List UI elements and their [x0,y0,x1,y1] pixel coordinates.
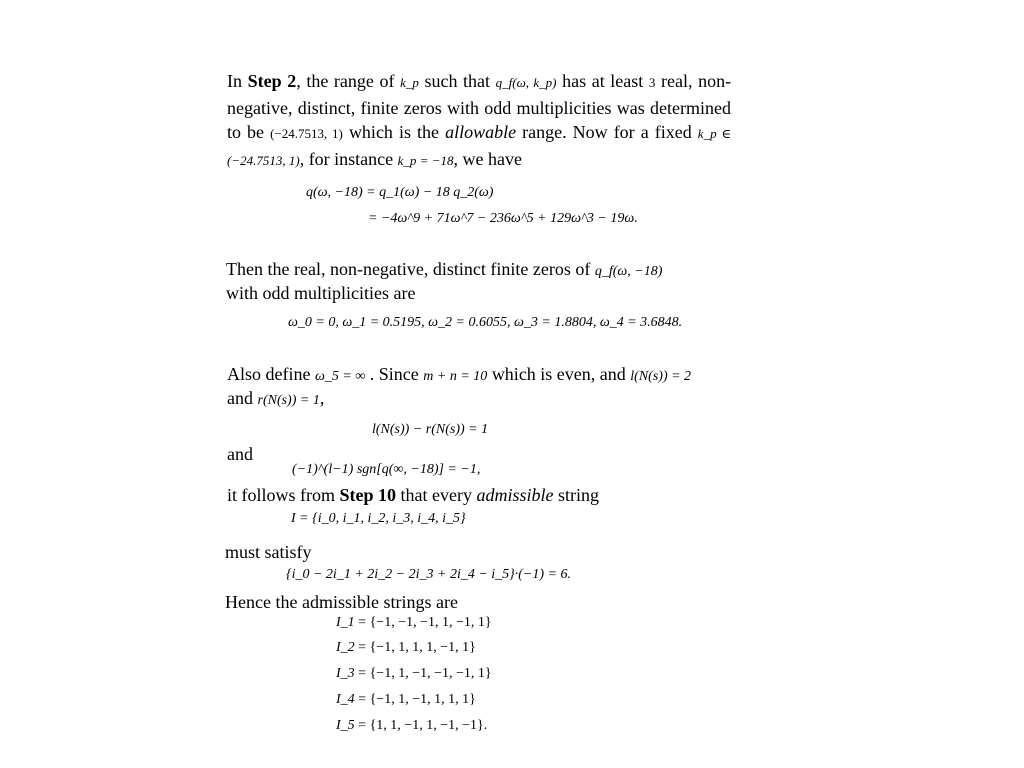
string-value: {1, 1, −1, 1, −1, −1}. [369,718,488,733]
math-qf-minus-18: q_f(ω, −18) [594,264,663,279]
equation-q: q(ω, −18) = q_1(ω) − 18 q_2(ω) [306,185,494,200]
also-text-2: . Since [369,364,419,384]
admissible-string-2: I_2 = {−1, 1, 1, 1, −1, 1} [336,640,476,655]
hence-label: Hence the admissible strings are [225,592,458,612]
equation-sgn: (−1)^(l−1) sgn[q(∞, −18)] = −1, [292,462,481,477]
must-satisfy-label: must satisfy [225,542,312,562]
step-10-ref: Step 10 [339,485,397,505]
string-name: I_4 [336,692,355,707]
intro-text-7: range. Now for a fixed [522,122,692,142]
math-l-N: l(N(s)) = 2 [630,369,692,384]
admissible-string-1: I_1 = {−1, −1, −1, 1, −1, 1} [336,615,492,630]
also-text-5: , [319,388,325,408]
follows-line [227,483,599,507]
math-three: 3 [648,75,656,90]
also-text-3: which is even, and [491,364,626,384]
and-label: and [227,444,253,464]
admissible-string-5: I_5 = {1, 1, −1, 1, −1, −1}. [336,718,488,733]
math-qf: q_f(ω, k_p) [495,75,557,90]
then-text-1: Then the real, non-negative, distinct finite zeros of [226,259,591,279]
also-text-4: and [227,388,253,408]
string-value: {−1, 1, 1, 1, −1, 1} [369,640,476,655]
string-name: I_2 [336,640,355,655]
string-name: I_1 [336,615,355,630]
string-name: I_5 [336,718,355,733]
math-r-N: r(N(s)) = 1 [257,393,320,408]
also-text-1: Also define [227,364,311,384]
math-kp-minus-18: k_p = −18 [397,152,454,168]
equation-satisfy: {i_0 − 2i_1 + 2i_2 − 2i_3 + 2i_4 − i_5}·(−1) = 6. [286,567,571,582]
equation-I-string: I = {i_0, i_1, i_2, i_3, i_4, i_5} [291,511,466,526]
intro-text-2: , the range of [296,71,395,91]
string-name: I_3 [336,666,355,681]
follows-text-2: that every [400,485,472,505]
step-2-ref: Step 2 [247,71,297,91]
follows-text-3: string [558,485,600,505]
intro-text-5: real, non-negative, distinct, finite zeros with odd multiplicities was determined to be [227,71,732,142]
math-m-plus-n: m + n = 10 [423,369,488,384]
intro-text-6: which is the [348,122,440,142]
admissible-term: admissible [476,485,554,505]
intro-paragraph [227,69,731,173]
also-line-2 [227,386,324,413]
math-range: (−24.7513, 1) [270,126,343,141]
intro-text-8: , for instance [299,148,394,169]
also-line-1 [227,362,691,389]
equation-l-minus-r: l(N(s)) − r(N(s)) = 1 [372,422,489,437]
intro-text-4: has at least [562,71,644,91]
follows-text-1: it follows from [227,485,335,505]
math-kp-in-range: k_p ∈ (−24.7513, 1) [227,126,731,168]
string-value: {−1, 1, −1, 1, 1, 1} [369,692,476,707]
intro-text-1: In [227,71,242,91]
admissible-string-3: I_3 = {−1, 1, −1, −1, −1, 1} [336,666,492,681]
equation-polynomial: = −4ω^9 + 71ω^7 − 236ω^5 + 129ω^3 − 19ω. [368,211,638,226]
intro-text-3: such that [424,71,491,91]
intro-text-9: , we have [453,148,522,169]
then-line-2: with odd multiplicities are [226,283,416,303]
then-line-1 [226,257,662,284]
string-value: {−1, 1, −1, −1, −1, 1} [369,666,492,681]
admissible-string-4: I_4 = {−1, 1, −1, 1, 1, 1} [336,692,476,707]
string-value: {−1, −1, −1, 1, −1, 1} [369,615,492,630]
math-kp: k_p [400,75,419,90]
allowable-term: allowable [445,122,517,142]
math-omega5: ω_5 = ∞ [314,369,366,384]
equation-zeros: ω_0 = 0, ω_1 = 0.5195, ω_2 = 0.6055, ω_3 = 1.8804, ω_4 = 3.6848. [288,315,683,330]
